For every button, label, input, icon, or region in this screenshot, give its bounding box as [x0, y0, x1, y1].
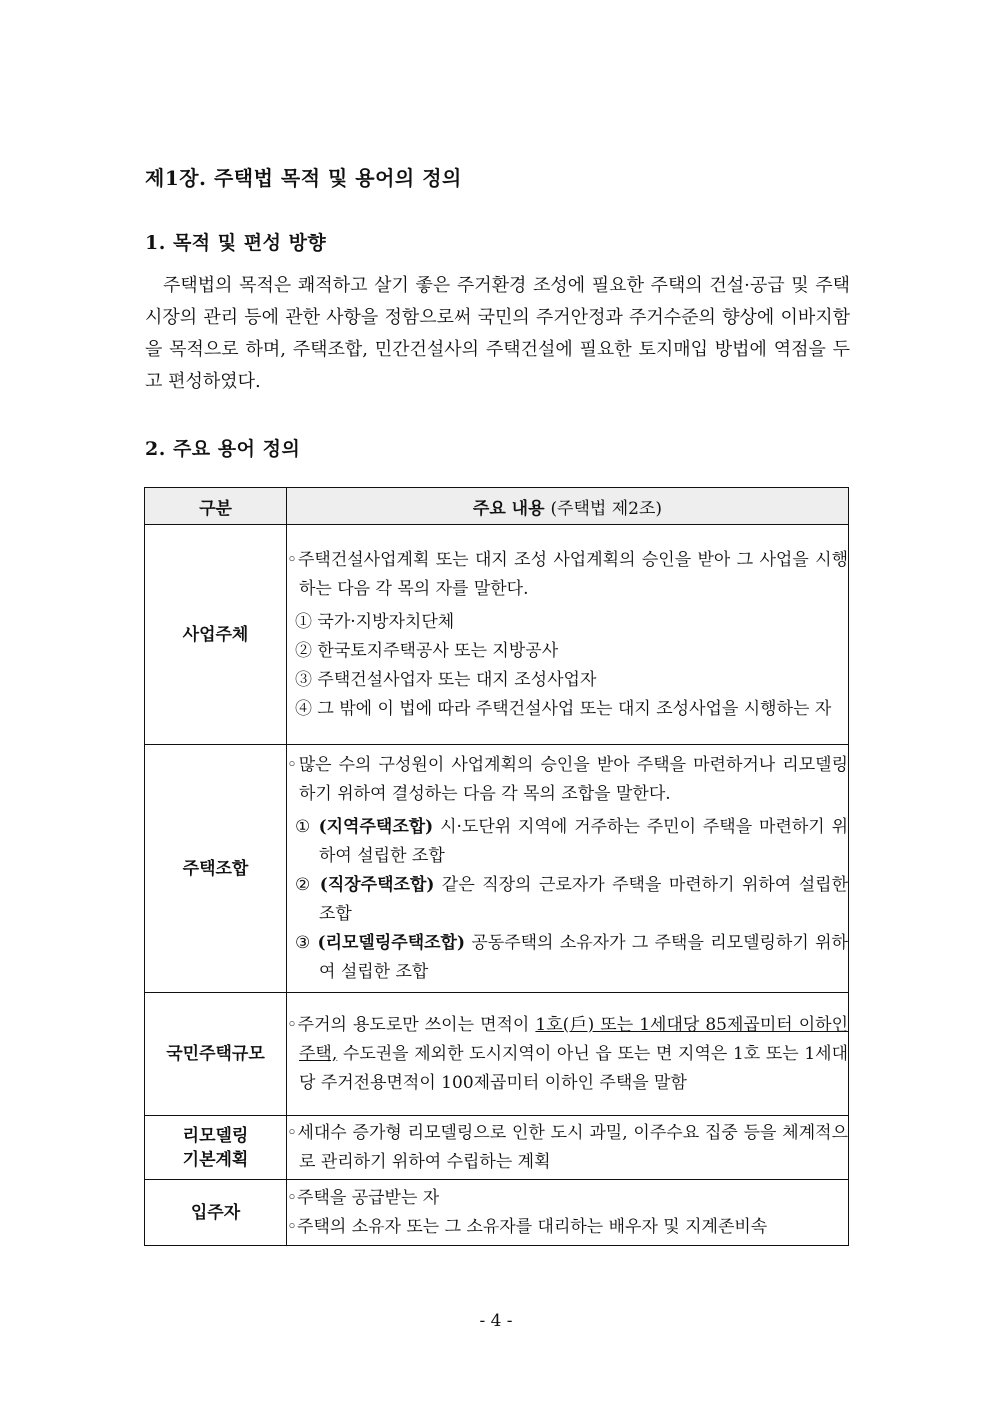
term-cell: 국민주택규모 [145, 993, 287, 1116]
header-category: 구분 [145, 488, 287, 525]
list-item [287, 929, 848, 987]
table-header-row [145, 488, 849, 525]
definition-items [287, 813, 848, 987]
list-item: ② 한국토지주택공사 또는 지방공사 [295, 640, 559, 661]
bullet-text: 수도권을 제외한 도시지역이 아닌 읍 또는 면 지역은 1호 또는 1세대당 주거전용면적이 100제곱미터 이하인 주택을 말함 [299, 1043, 848, 1093]
list-item: ③ 주택건설사업자 또는 대지 조성사업자 [295, 669, 597, 690]
table-row [145, 1180, 849, 1246]
chapter-title: 제1장. 주택법 목적 및 용어의 정의 [145, 166, 462, 190]
header-content [287, 488, 849, 525]
definition-cell [287, 525, 849, 745]
definition-cell [287, 745, 849, 993]
definition-cell [287, 1116, 849, 1180]
term-cell: 주택조합 [145, 745, 287, 993]
section-heading-purpose: 1. 목적 및 편성 방향 [145, 232, 327, 254]
table-row [145, 993, 849, 1116]
item-keyword: (리모델링주택조합) [317, 932, 466, 953]
definition-bullet [287, 1011, 848, 1098]
list-item: ① 국가·지방자치단체 [295, 611, 455, 632]
bullet-text: ◦주거의 용도로만 쓰이는 면적이 [287, 1014, 536, 1035]
definition-bullet: ◦세대수 증가형 리모델링으로 인한 도시 과밀, 이주수요 집중 등을 체계적으로 관리하기 위하여 수립하는 계획 [287, 1122, 848, 1172]
table-row [145, 745, 849, 993]
header-content-note: (주택법 제2조) [550, 498, 663, 519]
term-cell: 사업주체 [145, 525, 287, 745]
list-item [287, 871, 848, 929]
list-item [287, 813, 848, 871]
section-heading-terms: 2. 주요 용어 정의 [145, 438, 301, 460]
term-cell [145, 1116, 287, 1180]
table-row [145, 1116, 849, 1180]
item-text: 같은 직장의 근로자가 주택을 마련하기 위하여 설립한 조합 [319, 874, 848, 924]
definition-items [287, 608, 848, 724]
header-content-label: 주요 내용 [472, 498, 545, 519]
definition-bullet: ◦많은 수의 구성원이 사업계획의 승인을 받아 주택을 마련하거나 리모델링하기 위하여 결성하는 다음 각 목의 조합을 말한다. [287, 754, 848, 804]
definition-cell [287, 1180, 849, 1246]
purpose-paragraph: 주택법의 목적은 쾌적하고 살기 좋은 주거환경 조성에 필요한 주택의 건설·공급 및 주택시장의 관리 등에 관한 사항을 정함으로써 국민의 주거안정과 주거수준의 향상에 이바지함을 목적으로 하며, 주택조합, 민간건설사의 주택건설에 필요한 토지매입 방법에 역점을 두고 편성하였다. [145, 275, 850, 392]
page-number: - 4 - [479, 1311, 513, 1331]
terms-table [144, 487, 849, 1246]
definition-bullet: ◦주택건설사업계획 또는 대지 조성 사업계획의 승인을 받아 그 사업을 시행하는 다음 각 목의 자를 말한다. [287, 549, 848, 599]
item-keyword: (지역주택조합) [318, 816, 434, 837]
item-number: ② [295, 874, 313, 895]
item-keyword: (직장주택조합) [319, 874, 435, 895]
definition-bullet: ◦주택의 소유자 또는 그 소유자를 대리하는 배우자 및 지계존비속 [287, 1216, 768, 1237]
table-row [145, 525, 849, 745]
term-line: 리모델링 [182, 1125, 249, 1146]
term-line: 기본계획 [182, 1149, 249, 1170]
definition-cell [287, 993, 849, 1116]
item-number: ③ [295, 932, 312, 953]
item-number: ① [295, 816, 312, 837]
item-text: 공동주택의 소유자가 그 주택을 리모델링하기 위하여 설립한 조합 [319, 932, 848, 982]
underlined-text: 1호(戶) 또는 1세대당 85제곱미터 이하인 주택, [299, 1014, 848, 1064]
item-text: 시·도단위 지역에 거주하는 주민이 주택을 마련하기 위하여 설립한 조합 [319, 816, 849, 866]
term-cell: 입주자 [145, 1180, 287, 1246]
definition-bullet: ◦주택을 공급받는 자 [287, 1187, 440, 1208]
list-item: ④ 그 밖에 이 법에 따라 주택건설사업 또는 대지 조성사업을 시행하는 자 [295, 698, 832, 719]
